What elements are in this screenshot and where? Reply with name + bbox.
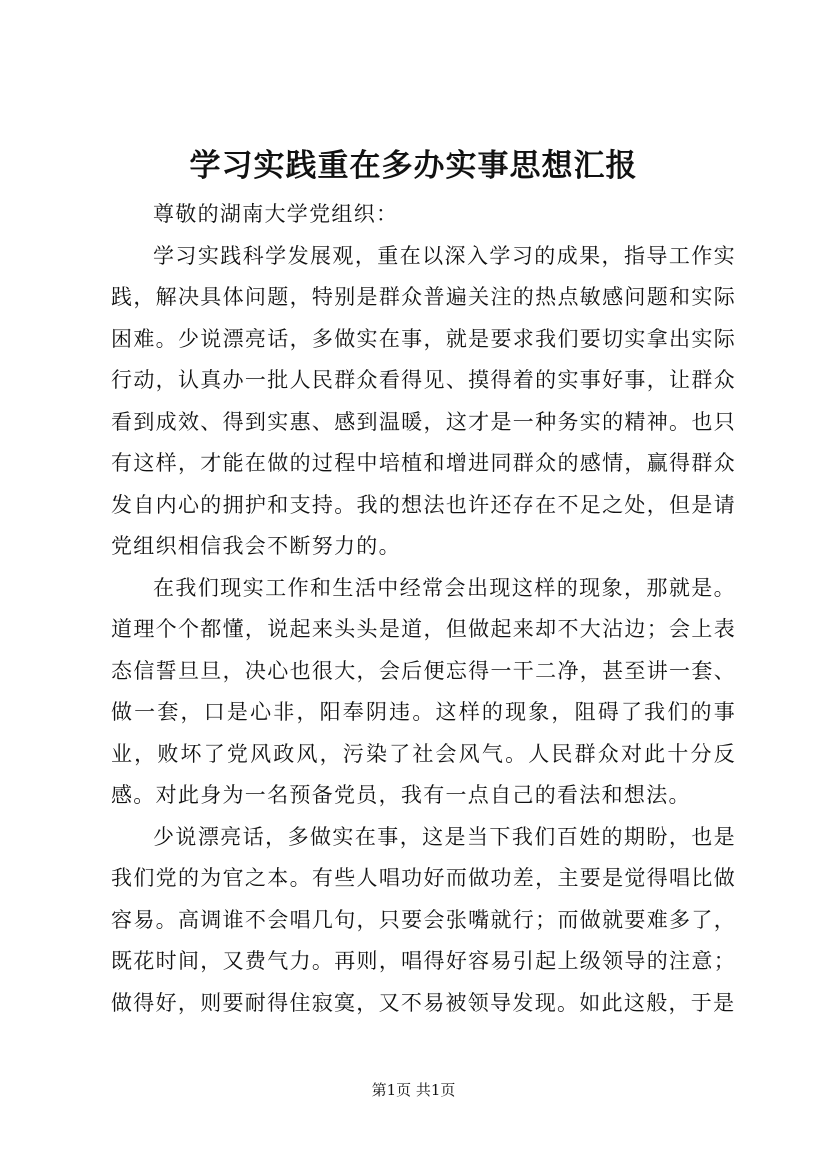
paragraph-3: 少说漂亮话，多做实在事，这是当下我们百姓的期盼，也是我们党的为官之本。有些人唱功好而做功差，主要是觉得唱比做容易。高调谁不会唱几句，只要会张嘴就行；而做就要难多了，既花时间，又费气力。再则，唱得好容易引起上级领导的注意；做得好，则要耐得住寂寞，又不易被领导发现。如此这般，于是 bbox=[111, 824, 736, 1015]
salutation: 尊敬的湖南大学党组织： bbox=[153, 202, 399, 226]
paragraph-2: 在我们现实工作和生活中经常会出现这样的现象，那就是。道理个个都懂，说起来头头是道，但做起来却不大沾边；会上表态信誓旦旦，决心也很大，会后便忘得一干二净，甚至讲一套、做一套，口是心非，阳奉阴违。这样的现象，阻碍了我们的事业，败坏了党风政风，污染了社会风气。人民群众对此十分反感。对此身为一名预备党员，我有一点自己的看法和想法。 bbox=[111, 575, 736, 807]
document-title: 学习实践重在多办实事思想汇报 bbox=[189, 148, 638, 184]
page-footer: 第1页 共1页 bbox=[371, 1081, 456, 1099]
document-body bbox=[111, 194, 736, 1024]
paragraph-1: 学习实践科学发展观，重在以深入学习的成果，指导工作实践，解决具体问题，特别是群众普遍关注的热点敏感问题和实际困难。少说漂亮话，多做实在事，就是要求我们要切实拿出实际行动，认真办一批人民群众看得见、摸得着的实事好事，让群众看到成效、得到实惠、感到温暖，这才是一种务实的精神。也只有这样，才能在做的过程中培植和增进同群众的感情，赢得群众发自内心的拥护和支持。我的想法也许还存在不足之处，但是请党组织相信我会不断努力的。 bbox=[111, 243, 736, 558]
